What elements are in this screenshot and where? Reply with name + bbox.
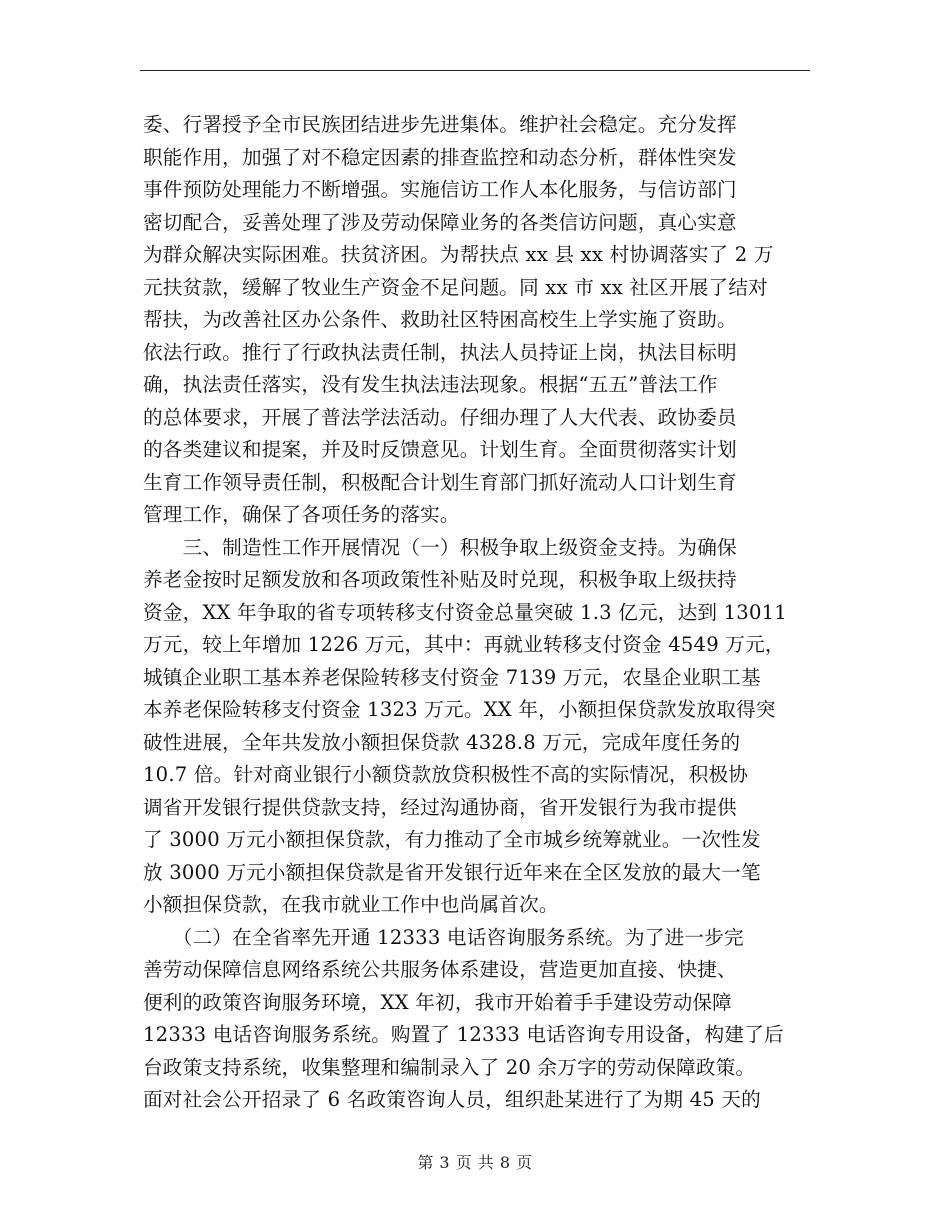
text-line: 依法行政。推行了行政执法责任制，执法人员持证上岗，执法目标明: [143, 340, 737, 364]
text-line: 帮扶，为改善社区办公条件、救助社区特困高校生上学实施了资助。: [143, 308, 737, 331]
text-line: （二）在全省率先开通 12333 电话咨询服务系统。为了进一步完: [143, 925, 744, 949]
text-line: 职能作用，加强了对不稳定因素的排查监控和动态分析，群体性突发: [143, 145, 737, 169]
text-line: 资金，XX 年争取的省专项转移支付资金总量突破 1.3 亿元，达到 13011: [143, 600, 787, 624]
text-line: 本养老保险转移支付资金 1323 万元。XX 年，小额担保贷款发放取得突: [143, 698, 776, 721]
text-line: 的总体要求，开展了普法学法活动。仔细办理了人大代表、政协委员: [143, 405, 737, 429]
text-line: 委、行署授予全市民族团结进步先进集体。维护社会稳定。充分发挥: [143, 113, 737, 136]
text-line: 三、制造性工作开展情况（一）积极争取上级资金支持。为确保: [143, 535, 737, 559]
text-line: 养老金按时足额发放和各项政策性补贴及时兑现，积极争取上级扶持: [143, 568, 737, 591]
text-line: 元扶贫款，缓解了牧业生产资金不足问题。同 xx 市 xx 社区开展了结对: [143, 275, 768, 299]
text-line: 善劳动保障信息网络系统公共服务体系建设，营造更加直接、快捷、: [143, 958, 737, 981]
header-rule: [140, 70, 810, 71]
text-line: 10.7 倍。针对商业银行小额贷款放贷积极性不高的实际情况，积极协: [143, 763, 749, 786]
text-line: 管理工作，确保了各项任务的落实。: [143, 503, 460, 526]
text-line: 事件预防处理能力不断增强。实施信访工作人本化服务，与信访部门: [143, 178, 737, 201]
text-line: 12333 电话咨询服务系统。购置了 12333 电话咨询专用设备，构建了后: [143, 1023, 784, 1046]
text-line: 万元，较上年增加 1226 万元，其中：再就业转移支付资金 4549 万元，: [143, 633, 785, 656]
text-line: 城镇企业职工基本养老保险转移支付资金 7139 万元，农垦企业职工基: [143, 665, 761, 689]
text-line: 破性进展，全年共发放小额担保贷款 4328.8 万元，完成年度任务的: [143, 730, 741, 754]
text-line: 的各类建议和提案，并及时反馈意见。计划生育。全面贯彻落实计划: [143, 438, 737, 461]
text-line: 了 3000 万元小额担保贷款，有力推动了全市城乡统筹就业。一次性发: [143, 828, 761, 851]
text-line: 放 3000 万元小额担保贷款是省开发银行近年来在全区发放的最大一笔: [143, 860, 761, 884]
text-line: 小额担保贷款，在我市就业工作中也尚属首次。: [143, 893, 559, 916]
text-line: 为群众解决实际困难。扶贫济困。为帮扶点 xx 县 xx 村协调落实了 2 万: [143, 243, 774, 266]
text-line: 台政策支持系统，收集整理和编制录入了 20 余万字的劳动保障政策。: [143, 1055, 756, 1079]
text-line: 生育工作领导责任制，积极配合计划生育部门抓好流动人口计划生育: [143, 470, 737, 494]
text-line: 便利的政策咨询服务环境，XX 年初，我市开始着手手建设劳动保障: [143, 990, 732, 1014]
text-line: 调省开发银行提供贷款支持，经过沟通协商，省开发银行为我市提供: [143, 795, 737, 819]
text-line: 密切配合，妥善处理了涉及劳动保障业务的各类信访问题，真心实意: [143, 210, 737, 234]
body-text: [143, 109, 813, 1117]
text-line: 确，执法责任落实，没有发生执法违法现象。根据“五五”普法工作: [143, 373, 718, 396]
page-number-footer: 第 3 页 共 8 页: [417, 1153, 533, 1172]
text-line: 面对社会公开招录了 6 名政策咨询人员，组织赴某进行了为期 45 天的: [143, 1088, 761, 1111]
